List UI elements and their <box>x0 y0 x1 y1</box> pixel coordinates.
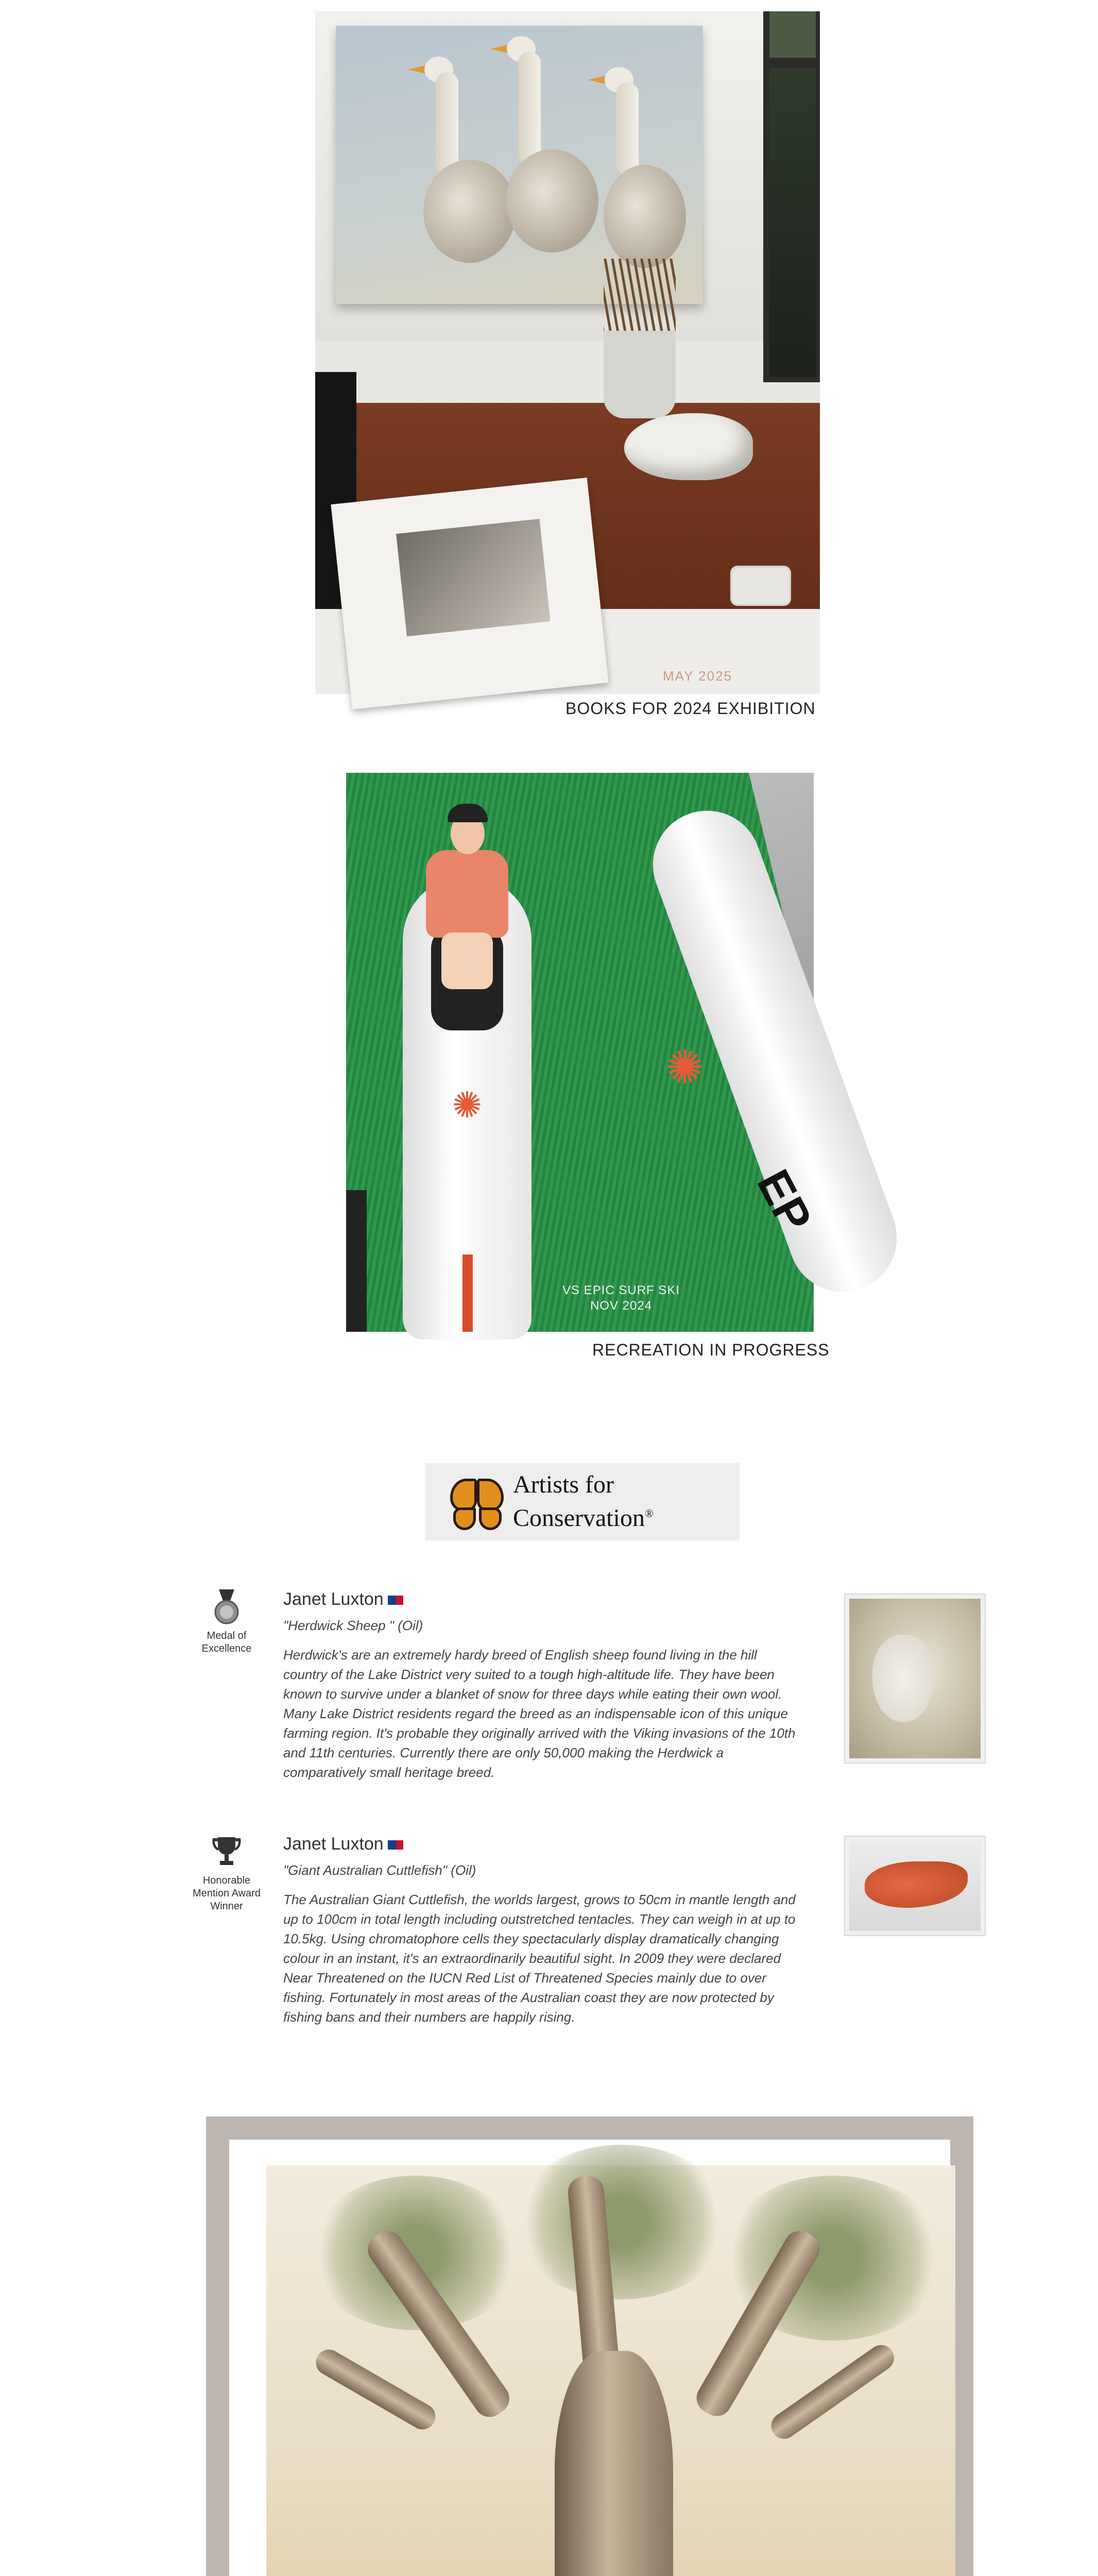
trophy-icon <box>209 1834 245 1870</box>
butterfly-icon <box>450 1479 504 1530</box>
snow-gum-painting[interactable] <box>266 2165 955 2576</box>
teacups <box>732 568 789 604</box>
duck-decoy <box>624 413 753 480</box>
artwork-title: "Herdwick Sheep " (Oil) <box>283 1618 423 1633</box>
medal-icon <box>209 1589 245 1625</box>
herdwick-sheep-thumbnail[interactable] <box>845 1595 985 1762</box>
tree-trunk <box>555 2351 673 2576</box>
ski-brand-logo: EP <box>747 1161 821 1241</box>
octopus-icon: ✺ <box>452 1085 483 1125</box>
registered-mark: ® <box>644 1507 654 1520</box>
studio-window <box>763 11 820 382</box>
afc-logo-text <box>513 1470 654 1533</box>
kayak-caption: RECREATION IN PROGRESS <box>592 1341 830 1359</box>
afc-logo-line-2: Conservation® <box>513 1504 654 1532</box>
studio-photo <box>315 11 820 694</box>
cuttlefish-thumbnail[interactable] <box>845 1837 985 1935</box>
exhibition-book <box>331 478 608 709</box>
overlay-line-1: VS EPIC SURF SKI <box>562 1283 680 1297</box>
tree-painting-frame <box>206 2116 973 2576</box>
afc-logo <box>425 1463 740 1540</box>
award-badge <box>191 1834 263 1913</box>
australia-flag-icon <box>388 1840 403 1850</box>
kayak-overlay-text <box>562 1283 680 1314</box>
photo-date-stamp: MAY 2025 <box>663 668 733 684</box>
award-label: Honorable Mention Award Winner <box>193 1875 261 1912</box>
artwork-description: Herdwick's are an extremely hardy breed of English sheep found living in the hill country of the Lake District very suited to a tough high-altitude life. They have been known to survive under a blanket of snow for three days while eating their own wool. Many Lake District residents regard the breed as an indispensable icon of this unique farming region. It's probable they originally arrived with the Viking invasions of the 10th and 11th centuries. Currently there are only 50,000 making the Herdwick a comparatively small heritage breed. <box>283 1647 796 1780</box>
artwork-title: "Giant Australian Cuttlefish" (Oil) <box>283 1862 476 1878</box>
award-badge <box>191 1589 263 1655</box>
artist-name: Janet Luxton <box>283 1589 403 1609</box>
goose-figure <box>593 67 696 283</box>
artist-name: Janet Luxton <box>283 1834 403 1854</box>
afc-logo-line-1: Artists for <box>513 1471 614 1498</box>
ski-rudder <box>462 1255 473 1332</box>
kayak-photo <box>346 773 821 1332</box>
goose-figure <box>495 36 598 263</box>
person-on-ski <box>421 804 513 989</box>
australia-flag-icon <box>388 1596 403 1605</box>
artwork-description: The Australian Giant Cuttlefish, the worlds largest, grows to 50cm in mantle length and up to 100cm in total length including outstretched tentacles. They can weigh in at up to 10.5kg. Using chromatophore cells they spectacularly display dramatically changing colour in an instant, it's an extraordinarily beautiful sight. In 2009 they were declared Near Threatened on the IUCN Red List of Threatened Species mainly due to over fishing. Fortunately in most areas of the Australian coast they are now protected by fishing bans and their numbers are happily rising. <box>283 1892 796 2025</box>
award-entry <box>160 1824 1010 2063</box>
octopus-icon: ✺ <box>665 1042 705 1094</box>
paint-brushes <box>604 259 676 341</box>
award-label: Medal of Excellence <box>201 1630 252 1654</box>
studio-caption: BOOKS FOR 2024 EXHIBITION <box>565 699 816 718</box>
award-entry <box>160 1579 1010 1801</box>
board-edge <box>346 1190 367 1332</box>
overlay-line-2: NOV 2024 <box>590 1299 653 1313</box>
brush-jar <box>604 331 676 418</box>
